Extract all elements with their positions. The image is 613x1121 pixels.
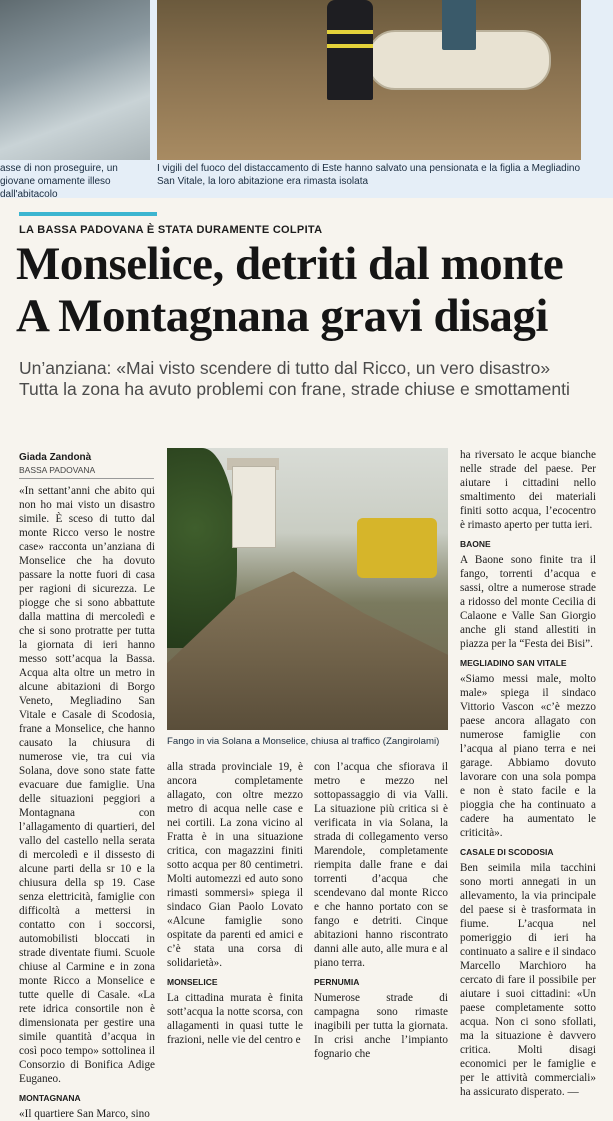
top-photo-strip	[0, 0, 613, 198]
rescue-photo	[157, 0, 581, 160]
excavator-shape	[357, 518, 437, 578]
article-column-4	[460, 448, 596, 1099]
paragraph: La cittadina murata è finita sott’acqua la notte scorsa, con allagamenti in quasi tutte le frazioni, nelle vie del centro e	[167, 992, 303, 1046]
section-heading: CASALE DI SCODOSIA	[460, 847, 554, 857]
paragraph: alla strada provinciale 19, è ancora completamente allagato, con oltre mezzo metro di acqua nelle case e nei cortili. La zona vicino al Fratta è in una situazione critica, con magazzini finiti sotto acqua per 80 centimetri. Molti automezzi ed auto sono rimasti sommersi» spiega il sindaco Gian Paolo Lovato «Alcune famiglie sono ospitate da parenti ed amici e c’è stata una corsa di solidarietà».	[167, 761, 303, 969]
paragraph: Ben seimila mila tacchini sono morti annegati in un allevamento, la via principale del paese si è trasformata in fiume. L’acqua nel pomeriggio di ieri ha continuato a salire e il sindaco Marcello Marchioro ha cercato di fare il possibile per aiutare i suoi cittadini: «Un paese completamente sotto acqua. Non ci sono sfollati, ma la situazione è davvero critica. Molti disagi economici per le famiglie e per le attività commerciali» ha assicurato disperato. —	[460, 862, 596, 1098]
subheadline	[19, 358, 609, 400]
kicker-accent-bar	[19, 212, 157, 216]
paragraph: «In settant’anni che abito qui non ho mai visto un disastro simile. È sceso di tutto dal monte Ricco verso le nostre case» racconta un’anziana di Monselice che ha dovuto passare la notte fuori di casa per ragioni di sicurezza. Le piogge che si sono abbattute dalla mattina di mercoledì e che si sono protratte per tutta la giornata di ieri hanno messo sott’acqua la Bassa. Acqua alta oltre un metro in alcune abitazioni di Borgo Veneto, Megliadino San Vitale e Casale di Scodosia, frane a Monselice, che hanno causato la chiusura di numerose vie, tra cui via Solana, dove sono state fatte evacuare due famiglie. Una delle situazioni peggiori a Montagnana con l’allagamento di quartieri, del vallo del castello nella serata di mercoledì e il dissesto di alcune parti della sr 10 e la chiusura della sp 19. Case senza elettricità, famiglie con difficoltà a mettersi in contatto con i soccorsi, automobilisti bloccati in strade diventate fiumi. Scuole chiuse al Carmine e in zona monte Ricco a Monselice e tutte quelle di Casale. «La rete idrica consortile non è dimensionata per gestire una simile quantità d’acqua in così poco tempo» sottolinea il Consorzio di Bonifica Adige Euganeo.	[19, 485, 155, 1085]
section-heading: BAONE	[460, 539, 491, 549]
section-heading: MONSELICE	[167, 977, 218, 987]
section-heading: PERNUMIA	[314, 977, 360, 987]
subhead-line-1: Un’anziana: «Mai visto scendere di tutto dal Ricco, un vero disastro»	[19, 358, 551, 378]
byline-location: BASSA PADOVANA	[19, 465, 96, 475]
paragraph: «Siamo messi male, molto male» spiega il sindaco Vittorio Vascon «c’è mezzo paese ancora allagato con numerose famiglie con l’acqua al piano terra e nei garage. Abbiamo dovuto lavorare con una sola pompa e non è stato facile e la pioggia che ha continuato a cadere ha aumentato le criticità».	[460, 673, 596, 839]
headline-line-2: A Montagnana gravi disagi	[16, 290, 548, 342]
section-heading: MONTAGNANA	[19, 1093, 81, 1103]
section-heading: MEGLIADINO SAN VITALE	[460, 658, 567, 668]
byline-author: Giada Zandonà	[19, 452, 92, 463]
subhead-line-2: Tutta la zona ha avuto problemi con frane, strade chiuse e smottamenti	[19, 379, 570, 399]
article-column-1	[19, 484, 155, 1121]
left-photo	[0, 0, 150, 160]
landslide-photo	[167, 448, 448, 730]
firefighter-figure	[327, 0, 373, 100]
article-column-2	[167, 760, 303, 1047]
paragraph: «Il quartiere San Marco, sino	[19, 1108, 150, 1120]
rescue-photo-caption: I vigili del fuoco del distaccamento di Este hanno salvato una pensionata e la figlia a Megliadino San Vitale, la loro abitazione era rimasta isolata	[157, 163, 581, 187]
person-in-raft	[442, 0, 476, 50]
paragraph: A Baone sono finite tra il fango, torrenti d’acqua e sassi, oltre a numerose strade a ridosso del monte Cecilia di Calaone e Valle San Giorgio anche gli stand allestiti in piazza per la “Festa dei Bisi”.	[460, 554, 596, 650]
left-photo-caption: asse di non proseguire, un giovane omamente illeso dall'abitacolo	[0, 163, 118, 200]
tower-building	[232, 466, 276, 548]
paragraph: ha riversato le acque bianche nelle strade del paese. Per aiutare i cittadini nello smaltimento dei materiali finiti sotto acqua, l’ecocentro è rimasto aperto per tutta ieri.	[460, 449, 596, 531]
byline-divider	[19, 478, 154, 479]
photo-caption: Fango in via Solana a Monselice, chiusa al traffico (Zangirolami)	[167, 736, 440, 747]
kicker: LA BASSA PADOVANA È STATA DURAMENTE COLPITA	[19, 224, 323, 236]
headline	[16, 238, 606, 342]
headline-line-1: Monselice, detriti dal monte	[16, 238, 564, 290]
article-column-3	[314, 760, 448, 1061]
paragraph: con l’acqua che sfiorava il metro e mezzo nel sottopassaggio di via Valli. La situazione più critica si è verificata in via Solana, la strada di collegamento verso Marendole, completamente riempita dalle frane e dai torrenti d’acqua che scendevano dal monte Ricco e che hanno portato con se fango e detriti. Cinque abitazioni hanno riscontrato danni alle auto, alle mura e al piano terra.	[314, 761, 448, 969]
paragraph: Numerose strade di campagna sono rimaste inagibili per tutta la giornata. In crisi anche l’impianto fognario che	[314, 992, 448, 1060]
